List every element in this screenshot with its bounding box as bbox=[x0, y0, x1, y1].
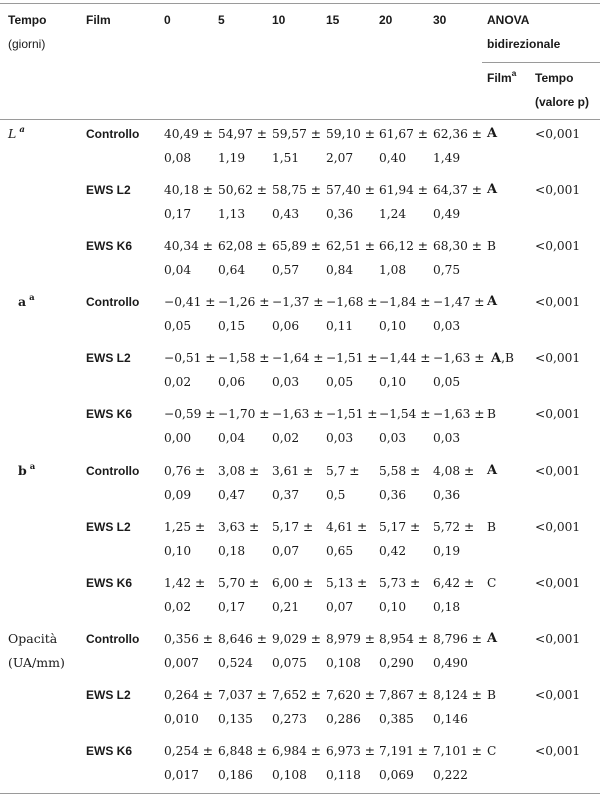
mean-value: 0,76 ± bbox=[164, 464, 206, 478]
film-name: EWS L2 bbox=[86, 688, 131, 702]
mean-value: 40,34 ± bbox=[164, 239, 213, 253]
mean-value: 5,72 ± bbox=[433, 520, 475, 534]
mean-value: 5,13 ± bbox=[326, 576, 368, 590]
mean-value: 1,42 ± bbox=[164, 576, 206, 590]
sd-value: 0,05 bbox=[164, 319, 192, 333]
mean-value: 3,61 ± bbox=[272, 464, 314, 478]
sd-value: 0,17 bbox=[164, 207, 192, 221]
sd-value: 0,36 bbox=[326, 207, 354, 221]
mean-value: 8,796 ± bbox=[433, 632, 482, 646]
p-value: <0,001 bbox=[535, 351, 581, 365]
mean-value: −1,58 ± bbox=[218, 351, 270, 365]
mean-value: 8,124 ± bbox=[433, 688, 482, 702]
sd-value: 0,65 bbox=[326, 544, 354, 558]
sd-value: 0,10 bbox=[379, 600, 407, 614]
mean-value: 7,191 ± bbox=[379, 744, 428, 758]
sd-value: 1,19 bbox=[218, 151, 246, 165]
mean-value: 59,10 ± bbox=[326, 127, 375, 141]
mean-value: 5,17 ± bbox=[272, 520, 314, 534]
mean-value: 61,94 ± bbox=[379, 183, 428, 197]
mean-value: 8,954 ± bbox=[379, 632, 428, 646]
sd-value: 0,135 bbox=[218, 712, 253, 726]
sd-value: 0,84 bbox=[326, 263, 354, 277]
mean-value: 0,356 ± bbox=[164, 632, 213, 646]
film-name: EWS L2 bbox=[86, 351, 131, 365]
mean-value: 5,7 ± bbox=[326, 464, 360, 478]
sd-value: 0,07 bbox=[272, 544, 300, 558]
mean-value: −1,44 ± bbox=[379, 351, 431, 365]
mean-value: 40,49 ± bbox=[164, 127, 213, 141]
sd-value: 0,385 bbox=[379, 712, 414, 726]
sd-value: 0,42 bbox=[379, 544, 407, 558]
sd-value: 0,03 bbox=[272, 375, 300, 389]
param-unit: (UA/mm) bbox=[8, 655, 65, 670]
mean-value: −0,59 ± bbox=[164, 407, 216, 421]
film-name: EWS K6 bbox=[86, 407, 133, 421]
sd-value: 0,069 bbox=[379, 768, 414, 782]
film-name: EWS L2 bbox=[86, 183, 131, 197]
mean-value: 65,89 ± bbox=[272, 239, 321, 253]
sd-value: 0,10 bbox=[379, 375, 407, 389]
anova-group: A bbox=[487, 126, 498, 141]
sd-value: 0,146 bbox=[433, 712, 468, 726]
bottom-rule bbox=[0, 793, 600, 794]
mean-value: −1,63 ± bbox=[272, 407, 324, 421]
mean-value: 1,25 ± bbox=[164, 520, 206, 534]
anova-group: A,B bbox=[491, 351, 514, 366]
anova-group: B bbox=[487, 407, 496, 421]
mean-value: 3,63 ± bbox=[218, 520, 260, 534]
sd-value: 0,290 bbox=[379, 656, 414, 670]
sd-value: 0,05 bbox=[326, 375, 354, 389]
sd-value: 0,108 bbox=[326, 656, 361, 670]
header-film: Film bbox=[86, 13, 111, 27]
mean-value: −1,64 ± bbox=[272, 351, 324, 365]
mean-value: 68,30 ± bbox=[433, 239, 482, 253]
mean-value: −1,84 ± bbox=[379, 295, 431, 309]
mean-value: −1,63 ± bbox=[433, 351, 485, 365]
mean-value: 62,51 ± bbox=[326, 239, 375, 253]
sd-value: 0,10 bbox=[379, 319, 407, 333]
sd-value: 0,02 bbox=[272, 431, 300, 445]
param-label: L $^a$ bbox=[8, 125, 25, 141]
sd-value: 0,010 bbox=[164, 712, 199, 726]
sd-value: 0,222 bbox=[433, 768, 468, 782]
film-name: EWS K6 bbox=[86, 239, 133, 253]
header-bidirezionale: bidirezionale bbox=[487, 37, 561, 51]
mean-value: 5,58 ± bbox=[379, 464, 421, 478]
sd-value: 0,18 bbox=[433, 600, 461, 614]
film-name: EWS K6 bbox=[86, 744, 133, 758]
sd-value: 0,007 bbox=[164, 656, 199, 670]
sd-value: 0,02 bbox=[164, 375, 192, 389]
sd-value: 2,07 bbox=[326, 151, 354, 165]
header-time-0: 0 bbox=[164, 13, 171, 27]
sd-value: 0,64 bbox=[218, 263, 246, 277]
p-value: <0,001 bbox=[535, 632, 581, 646]
sd-value: 0,11 bbox=[326, 319, 354, 333]
sd-value: 0,04 bbox=[218, 431, 246, 445]
p-value: <0,001 bbox=[535, 688, 581, 702]
sd-value: 0,06 bbox=[218, 375, 246, 389]
header-time-10: 10 bbox=[272, 13, 286, 27]
mean-value: 7,037 ± bbox=[218, 688, 267, 702]
mean-value: 4,08 ± bbox=[433, 464, 475, 478]
mean-value: 9,029 ± bbox=[272, 632, 321, 646]
mean-value: −0,41 ± bbox=[164, 295, 216, 309]
sd-value: 0,47 bbox=[218, 488, 246, 502]
mean-value: 5,73 ± bbox=[379, 576, 421, 590]
sd-value: 0,06 bbox=[272, 319, 300, 333]
header-tempo: Tempo bbox=[8, 13, 47, 27]
p-value: <0,001 bbox=[535, 239, 581, 253]
mean-value: 40,18 ± bbox=[164, 183, 213, 197]
mean-value: 57,40 ± bbox=[326, 183, 375, 197]
sd-value: 0,490 bbox=[433, 656, 468, 670]
sd-value: 1,51 bbox=[272, 151, 300, 165]
sd-value: 1,08 bbox=[379, 263, 407, 277]
sd-value: 0,03 bbox=[326, 431, 354, 445]
mean-value: 54,97 ± bbox=[218, 127, 267, 141]
header-rule bbox=[0, 119, 600, 120]
mean-value: −0,51 ± bbox=[164, 351, 216, 365]
p-value: <0,001 bbox=[535, 183, 581, 197]
mean-value: −1,70 ± bbox=[218, 407, 270, 421]
sd-value: 0,00 bbox=[164, 431, 192, 445]
mean-value: 6,848 ± bbox=[218, 744, 267, 758]
header-anova: ANOVA bbox=[487, 13, 530, 27]
sd-value: 0,07 bbox=[326, 600, 354, 614]
mean-value: 0,264 ± bbox=[164, 688, 213, 702]
header-film-sub: Film$^a$ bbox=[487, 68, 517, 85]
mean-value: 6,00 ± bbox=[272, 576, 314, 590]
header-giorni: (giorni) bbox=[8, 37, 46, 51]
mean-value: 66,12 ± bbox=[379, 239, 428, 253]
mean-value: −1,26 ± bbox=[218, 295, 270, 309]
mean-value: 50,62 ± bbox=[218, 183, 267, 197]
header-time-20: 20 bbox=[379, 13, 393, 27]
anova-group: B bbox=[487, 688, 496, 702]
sd-value: 0,43 bbox=[272, 207, 300, 221]
param-label: b $^a$ bbox=[18, 462, 36, 478]
sd-value: 0,075 bbox=[272, 656, 307, 670]
sd-value: 0,04 bbox=[164, 263, 192, 277]
film-name: Controllo bbox=[86, 127, 140, 141]
sd-value: 0,08 bbox=[164, 151, 192, 165]
sd-value: 0,49 bbox=[433, 207, 461, 221]
param-label: a $^a$ bbox=[18, 293, 35, 309]
anova-group: A bbox=[487, 182, 498, 197]
p-value: <0,001 bbox=[535, 295, 581, 309]
mean-value: 7,620 ± bbox=[326, 688, 375, 702]
sd-value: 0,75 bbox=[433, 263, 461, 277]
sd-value: 0,36 bbox=[433, 488, 461, 502]
mean-value: −1,51 ± bbox=[326, 407, 378, 421]
sd-value: 0,05 bbox=[433, 375, 461, 389]
p-value: <0,001 bbox=[535, 576, 581, 590]
sd-value: 0,017 bbox=[164, 768, 199, 782]
p-value: <0,001 bbox=[535, 127, 581, 141]
sd-value: 0,118 bbox=[326, 768, 361, 782]
anova-group: A bbox=[487, 294, 498, 309]
mean-value: 8,646 ± bbox=[218, 632, 267, 646]
mean-value: −1,47 ± bbox=[433, 295, 485, 309]
sd-value: 0,524 bbox=[218, 656, 253, 670]
header-time-15: 15 bbox=[326, 13, 340, 27]
mean-value: 62,08 ± bbox=[218, 239, 267, 253]
film-name: Controllo bbox=[86, 632, 140, 646]
anova-rule bbox=[482, 62, 600, 63]
sd-value: 0,03 bbox=[433, 431, 461, 445]
mean-value: 58,75 ± bbox=[272, 183, 321, 197]
film-name: Controllo bbox=[86, 464, 140, 478]
mean-value: 7,867 ± bbox=[379, 688, 428, 702]
film-name: Controllo bbox=[86, 295, 140, 309]
header-tempo-sub: Tempo bbox=[535, 71, 574, 85]
anova-group: B bbox=[487, 520, 496, 534]
anova-group: A bbox=[487, 463, 498, 478]
mean-value: 5,70 ± bbox=[218, 576, 260, 590]
sd-value: 1,49 bbox=[433, 151, 461, 165]
sd-value: 0,5 bbox=[326, 488, 346, 502]
sd-value: 1,24 bbox=[379, 207, 407, 221]
p-value: <0,001 bbox=[535, 744, 581, 758]
mean-value: −1,37 ± bbox=[272, 295, 324, 309]
mean-value: −1,54 ± bbox=[379, 407, 431, 421]
sd-value: 0,03 bbox=[379, 431, 407, 445]
mean-value: −1,68 ± bbox=[326, 295, 378, 309]
mean-value: −1,63 ± bbox=[433, 407, 485, 421]
header-time-30: 30 bbox=[433, 13, 447, 27]
sd-value: 0,10 bbox=[164, 544, 192, 558]
header-time-5: 5 bbox=[218, 13, 225, 27]
sd-value: 0,273 bbox=[272, 712, 307, 726]
mean-value: 59,57 ± bbox=[272, 127, 321, 141]
sd-value: 0,108 bbox=[272, 768, 307, 782]
mean-value: 6,973 ± bbox=[326, 744, 375, 758]
sd-value: 0,03 bbox=[433, 319, 461, 333]
mean-value: 61,67 ± bbox=[379, 127, 428, 141]
mean-value: 0,254 ± bbox=[164, 744, 213, 758]
mean-value: 7,652 ± bbox=[272, 688, 321, 702]
mean-value: 6,42 ± bbox=[433, 576, 475, 590]
top-rule bbox=[0, 3, 600, 4]
sd-value: 0,40 bbox=[379, 151, 407, 165]
mean-value: 62,36 ± bbox=[433, 127, 482, 141]
film-name: EWS K6 bbox=[86, 576, 133, 590]
sd-value: 0,15 bbox=[218, 319, 246, 333]
mean-value: 4,61 ± bbox=[326, 520, 368, 534]
sd-value: 0,37 bbox=[272, 488, 300, 502]
sd-value: 0,02 bbox=[164, 600, 192, 614]
sd-value: 0,36 bbox=[379, 488, 407, 502]
sd-value: 0,09 bbox=[164, 488, 192, 502]
anova-group: C bbox=[487, 744, 497, 758]
sd-value: 1,13 bbox=[218, 207, 246, 221]
p-value: <0,001 bbox=[535, 520, 581, 534]
sd-value: 0,19 bbox=[433, 544, 461, 558]
mean-value: −1,51 ± bbox=[326, 351, 378, 365]
sd-value: 0,286 bbox=[326, 712, 361, 726]
film-name: EWS L2 bbox=[86, 520, 131, 534]
mean-value: 6,984 ± bbox=[272, 744, 321, 758]
mean-value: 3,08 ± bbox=[218, 464, 260, 478]
sd-value: 0,21 bbox=[272, 600, 300, 614]
header-valore-p: (valore p) bbox=[535, 95, 590, 109]
param-label: Opacità bbox=[8, 631, 58, 646]
mean-value: 64,37 ± bbox=[433, 183, 482, 197]
sd-value: 0,57 bbox=[272, 263, 300, 277]
anova-group: B bbox=[487, 239, 496, 253]
anova-group: C bbox=[487, 576, 497, 590]
mean-value: 8,979 ± bbox=[326, 632, 375, 646]
sd-value: 0,18 bbox=[218, 544, 246, 558]
mean-value: 5,17 ± bbox=[379, 520, 421, 534]
anova-group: A bbox=[487, 631, 498, 646]
mean-value: 7,101 ± bbox=[433, 744, 482, 758]
p-value: <0,001 bbox=[535, 464, 581, 478]
sd-value: 0,17 bbox=[218, 600, 246, 614]
p-value: <0,001 bbox=[535, 407, 581, 421]
sd-value: 0,186 bbox=[218, 768, 253, 782]
